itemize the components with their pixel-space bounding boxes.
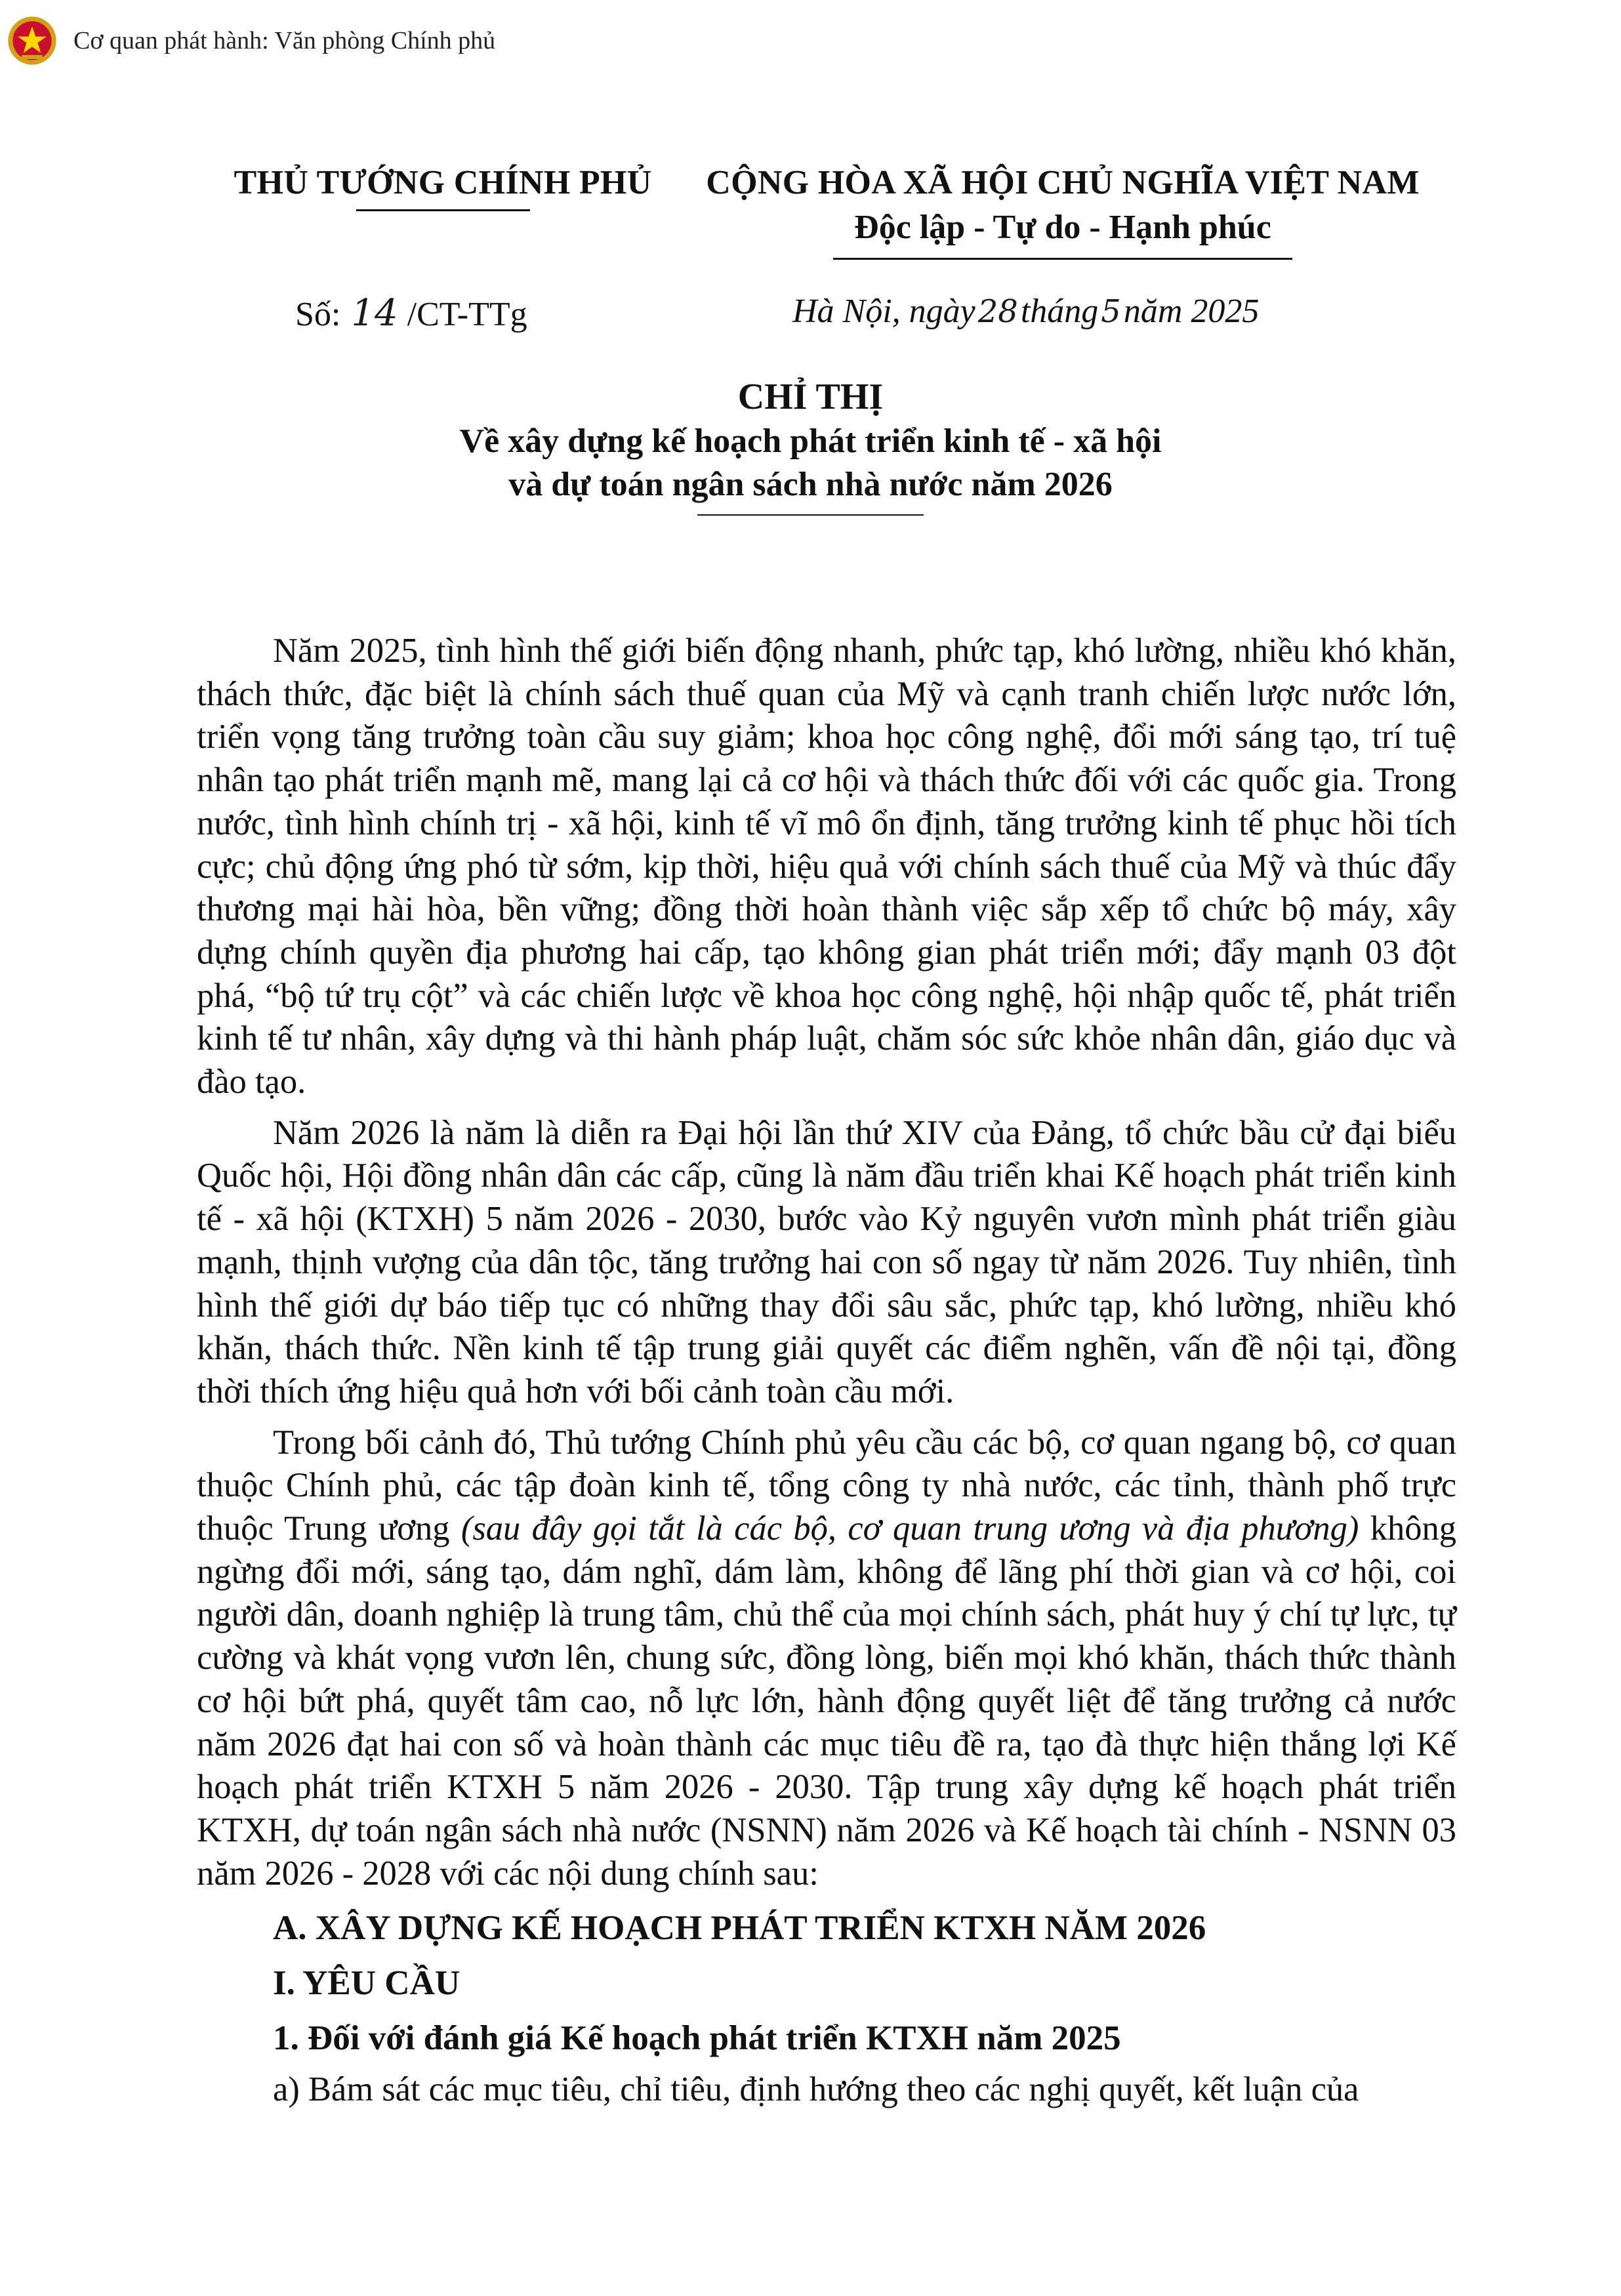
paragraph-context-2026: Năm 2026 là năm là diễn ra Đại hội lần thứ XIV của Đảng, tổ chức bầu cử đại biểu Quốc hội, Hội đồng nhân dân các cấp, cũng là năm đầu triển khai Kế hoạch phát triển kinh tế - xã hội (KTXH) 5 năm 2026 - 2030, bước vào Kỷ nguyên vươn mình phát triển giàu mạnh, thịnh vượng của dân tộc, tăng trưởng hai con số ngay từ năm 2026. Tuy nhiên, tình hình thế giới dự báo tiếp tục có những thay đổi sâu sắc, phức tạp, khó lường, nhiều khó khăn, thách thức. Nền kinh tế tập trung giải quyết các điểm nghẽn, vấn đề nội tại, đồng thời thích ứng hiệu quả hơn với bối cảnh toàn cầu mới. [197, 1113, 1456, 1410]
national-header [676, 161, 1450, 260]
document-number [295, 292, 527, 335]
date-year: năm 2025 [1123, 293, 1260, 330]
date-month-handwritten: 5 [1101, 293, 1121, 330]
paragraph-directive-italic: (sau đây gọi tắt là các bộ, cơ quan trung ương và địa phương) [461, 1509, 1359, 1548]
document-subject-line1: Về xây dựng kế hoạch phát triển kinh tế - xã hội [459, 422, 1162, 460]
date-place-day: Hà Nội, ngày [792, 293, 975, 330]
document-subject-line2: và dự toán ngân sách nhà nước năm 2026 [508, 466, 1113, 503]
national-motto: Độc lập - Tự do - Hạnh phúc [854, 209, 1271, 246]
agency-name: THỦ TƯỚNG CHÍNH PHỦ [234, 164, 652, 201]
document-title-block [0, 374, 1621, 516]
number-handwritten: 14 [351, 292, 398, 335]
agency-header [207, 161, 679, 211]
national-emblem-icon [7, 15, 58, 66]
motto-underline [833, 258, 1292, 260]
issuer-text: Cơ quan phát hành: Văn phòng Chính phủ [73, 27, 496, 54]
paragraph-item-a: a) Bám sát các mục tiêu, chỉ tiêu, định hướng theo các nghị quyết, kết luận của [273, 2070, 1359, 2109]
section-1-heading: 1. Đối với đánh giá Kế hoạch phát triển KTXH năm 2025 [273, 2019, 1121, 2058]
country-name: CỘNG HÒA XÃ HỘI CHỦ NGHĨA VIỆT NAM [706, 164, 1420, 201]
date-day-handwritten: 28 [977, 293, 1018, 330]
section-a-heading: A. XÂY DỰNG KẾ HOẠCH PHÁT TRIỂN KTXH NĂM 2026 [273, 1909, 1206, 1948]
paragraph-directive-part2: không ngừng đổi mới, sáng tạo, dám nghĩ, dám làm, không để lãng phí thời gian và cơ hội, coi người dân, doanh nghiệp là trung tâm, chủ thể của mọi chính sách, phát huy ý chí tự lực, tự cường và khát vọng vươn lên, chung sức, đồng lòng, biến mọi khó khăn, thách thức thành cơ hội bứt phá, quyết tâm cao, nỗ lực lớn, hành động quyết liệt để tăng trưởng cả nước năm 2026 đạt hai con số và hoàn thành các mục tiêu đề ra, tạo đà thực hiện thắng lợi Kế hoạch phát triển KTXH 5 năm 2026 - 2030. Tập trung xây dựng kế hoạch phát triển KTXH, dự toán ngân sách nhà nước (NSNN) năm 2026 và Kế hoạch tài chính - NSNN 03 năm 2026 - 2028 với các nội dung chính sau: [197, 1509, 1456, 1893]
section-i-heading: I. YÊU CẦU [273, 1964, 461, 2003]
document-type: CHỈ THỊ [737, 377, 884, 417]
document-date [792, 292, 1259, 331]
document-body [197, 630, 1456, 2120]
number-prefix: Số: [295, 296, 341, 333]
paragraph-directive [197, 1422, 1456, 1896]
title-underline [697, 514, 924, 516]
number-suffix: /CT-TTg [407, 296, 527, 333]
paragraph-context-2025: Năm 2025, tình hình thế giới biến động nhanh, phức tạp, khó lường, nhiều khó khăn, thách thức, đặc biệt là chính sách thuế quan của Mỹ và cạnh tranh chiến lược nước lớn, triển vọng tăng trưởng toàn cầu suy giảm; khoa học công nghệ, đổi mới sáng tạo, trí tuệ nhân tạo phát triển mạnh mẽ, mang lại cả cơ hội và thách thức đối với các quốc gia. Trong nước, tình hình chính trị - xã hội, kinh tế vĩ mô ổn định, tăng trưởng kinh tế phục hồi tích cực; chủ động ứng phó từ sớm, kịp thời, hiệu quả với chính sách thuế của Mỹ và thúc đẩy thương mại hài hòa, bền vững; đồng thời hoàn thành việc sắp xếp tổ chức bộ máy, xây dựng chính quyền địa phương hai cấp, tạo không gian phát triển mới; đẩy mạnh 03 đột phá, “bộ tứ trụ cột” và các chiến lược về khoa học công nghệ, hội nhập quốc tế, phát triển kinh tế tư nhân, xây dựng và thi hành pháp luật, chăm sóc sức khỏe nhân dân, giáo dục và đào tạo. [197, 632, 1456, 1101]
paragraph-directive-part1: Trong bối cảnh đó, Thủ tướng Chính phủ yêu cầu các bộ, cơ quan ngang bộ, cơ quan thuộc Chính phủ, các tập đoàn kinh tế, tổng công ty nhà nước, các tỉnh, thành phố trực thuộc Trung ương [197, 1423, 1456, 1548]
issuer-banner [7, 14, 495, 67]
agency-underline [356, 209, 530, 211]
date-month-label: tháng [1020, 293, 1099, 330]
